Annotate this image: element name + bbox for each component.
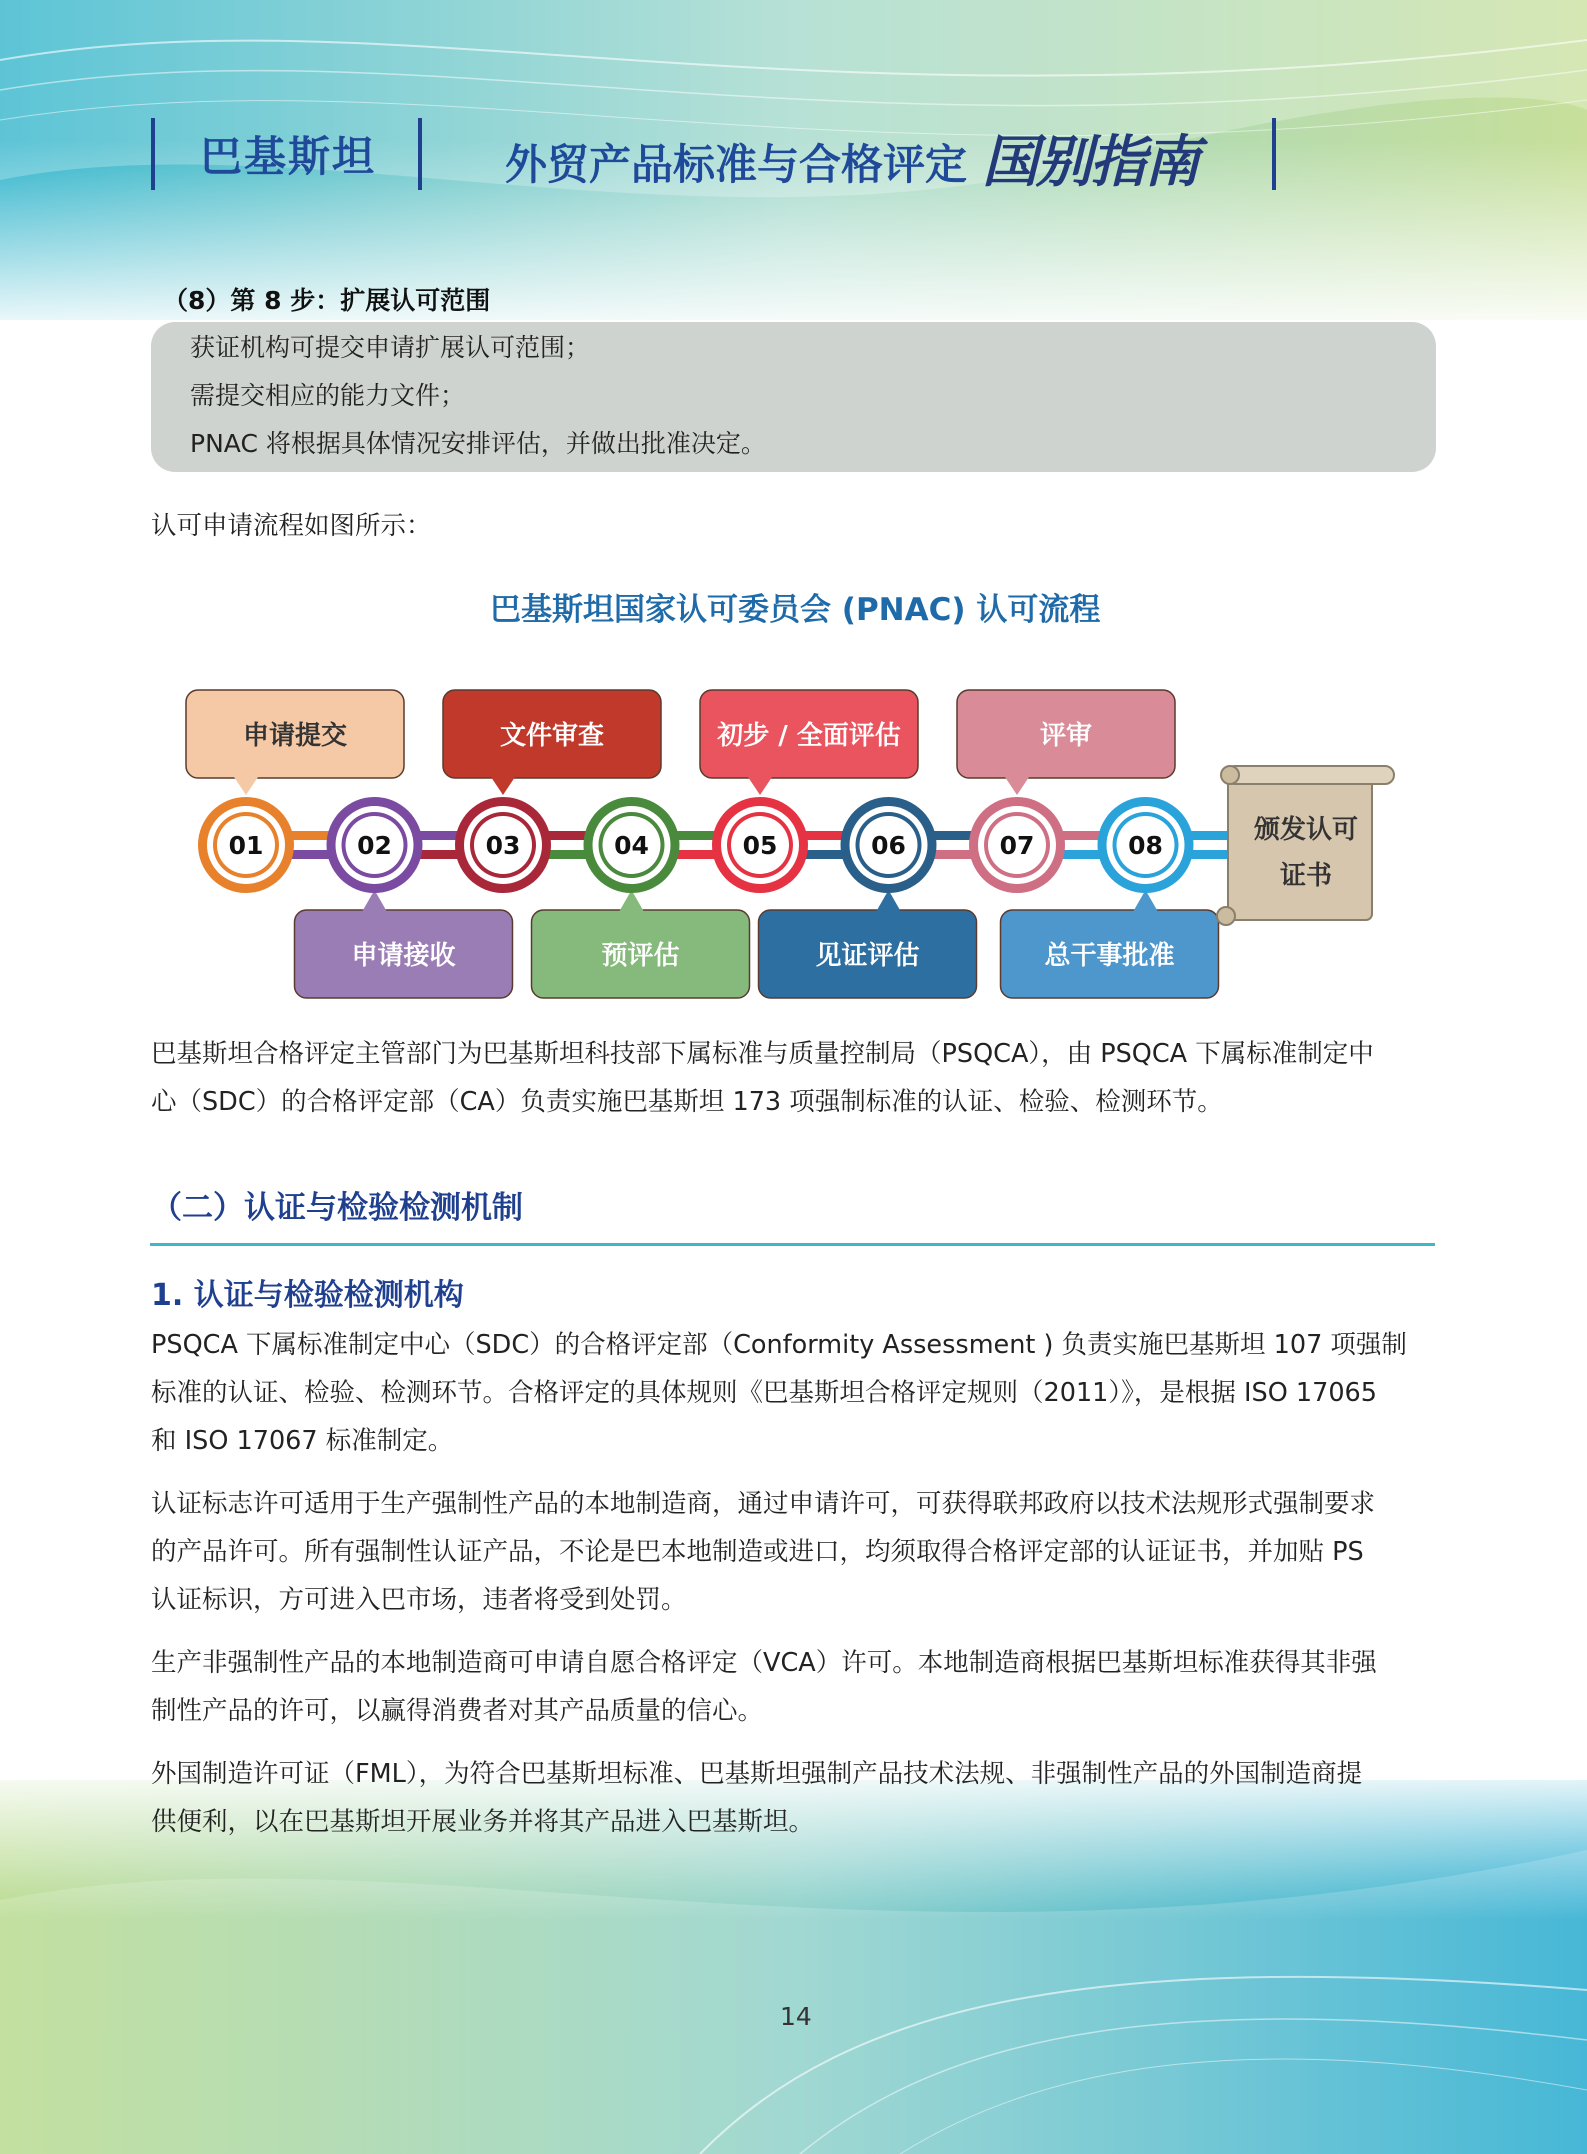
flow-connector (931, 831, 976, 840)
step8-line: 需提交相应的能力文件； (190, 381, 466, 410)
flow-connector (545, 831, 590, 840)
certificate-scroll-top (1226, 766, 1394, 784)
certificate-scroll-curl (1217, 907, 1235, 925)
flow-label-pointer (620, 890, 644, 911)
flow-connector (417, 831, 462, 840)
certificate-scroll-curl (1221, 766, 1239, 784)
header-title: 外贸产品标准与合格评定 (505, 140, 968, 189)
flow-connector (288, 831, 333, 840)
flow-label-text: 文件审查 (499, 721, 605, 751)
flow-connector (288, 850, 333, 859)
flow-label-text: 申请提交 (242, 721, 348, 751)
flow-label-text: 预评估 (601, 941, 680, 971)
body-line: PSQCA 下属标准制定中心（SDC）的合格评定部（Conformity Assessment ) 负责实施巴基斯坦 107 项强制 (151, 1330, 1407, 1360)
body-line: 认证标志许可适用于生产强制性产品的本地制造商，通过申请许可，可获得联邦政府以技术法规形式强制要求 (151, 1489, 1376, 1519)
flow-connector (1059, 850, 1104, 859)
step8-line: PNAC 将根据具体情况安排评估，并做出批准决定。 (190, 429, 766, 458)
flow-connector (802, 850, 847, 859)
body-line: 生产非强制性产品的本地制造商可申请自愿合格评定（VCA）许可。本地制造商根据巴基斯坦标准获得其非强 (151, 1648, 1377, 1678)
flow-label-pointer (877, 890, 901, 911)
body-line: 供便利，以在巴基斯坦开展业务并将其产品进入巴基斯坦。 (151, 1807, 815, 1837)
flow-label-text: 申请接收 (351, 941, 456, 971)
flow-step-number: 08 (1128, 831, 1163, 860)
header-country: 巴基斯坦 (200, 132, 377, 181)
flow-step-number: 03 (485, 831, 521, 860)
step8-line: 获证机构可提交申请扩展认可范围； (190, 333, 591, 362)
flow-label-text: 评审 (1039, 721, 1093, 751)
flow-chart-title: 巴基斯坦国家认可委员会 (PNAC) 认可流程 (490, 592, 1101, 628)
flow-label-pointer (491, 777, 515, 795)
flow-connector (674, 831, 719, 840)
body-line: 外国制造许可证（FML），为符合巴基斯坦标准、巴基斯坦强制产品技术法规、非强制性产品的外国制造商提 (151, 1759, 1363, 1789)
flow-connector (802, 831, 847, 840)
flow-label-text: 总干事批准 (1044, 941, 1175, 971)
flow-step-number: 02 (357, 831, 392, 860)
body-line: 标准的认证、检验、检测环节。合格评定的具体规则《巴基斯坦合格评定规则（2011）》，是根据 ISO 17065 (151, 1378, 1378, 1408)
flow-label-text: 初步 / 全面评估 (717, 721, 901, 751)
section-heading: （二）认证与检验检测机制 (151, 1190, 523, 1226)
flow-label-text: 见证评估 (815, 941, 920, 971)
flow-connector (931, 850, 976, 859)
flow-connector (674, 850, 719, 859)
body-line: 的产品许可。所有强制性认证产品，不论是巴本地制造或进口，均须取得合格评定部的认证证书，并加贴 PS (151, 1537, 1364, 1567)
flow-label-pointer (1134, 890, 1158, 911)
flow-step-number: 06 (871, 831, 906, 860)
certificate-label: 证书 (1279, 861, 1333, 891)
flow-label-pointer (1005, 777, 1029, 795)
body-line: 认证标识，方可进入巴市场，违者将受到处罚。 (151, 1585, 687, 1615)
certificate-label: 颁发认可 (1253, 815, 1359, 845)
body-line: 和 ISO 17067 标准制定。 (151, 1426, 454, 1456)
flow-step-number: 01 (228, 831, 264, 860)
flow-connector (1059, 831, 1104, 840)
header-script-title: 国别指南 (982, 129, 1198, 195)
flow-connector (417, 850, 462, 859)
page-number: 14 (780, 2002, 812, 2031)
psqca-line: 巴基斯坦合格评定主管部门为巴基斯坦科技部下属标准与质量控制局（PSQCA），由 PSQCA 下属标准制定中 (151, 1039, 1374, 1069)
subsection-heading: 1. 认证与检验检测机构 (151, 1278, 464, 1313)
flow-step-number: 05 (742, 831, 778, 860)
section-divider (150, 1243, 1435, 1246)
step8-heading: （8）第 8 步：扩展认可范围 (163, 286, 491, 315)
certificate-scroll (1228, 770, 1372, 920)
flow-connector (545, 850, 590, 859)
psqca-line: 心（SDC）的合格评定部（CA）负责实施巴基斯坦 173 项强制标准的认证、检验、检测环节。 (151, 1087, 1223, 1117)
body-line: 制性产品的许可，以赢得消费者对其产品质量的信心。 (151, 1696, 764, 1726)
flow-label-pointer (234, 777, 258, 795)
flow-step-number: 04 (614, 831, 649, 860)
flow-label-pointer (748, 777, 772, 795)
intro-text: 认可申请流程如图所示： (151, 511, 432, 541)
flow-label-pointer (363, 890, 387, 911)
flow-step-number: 07 (999, 831, 1035, 860)
